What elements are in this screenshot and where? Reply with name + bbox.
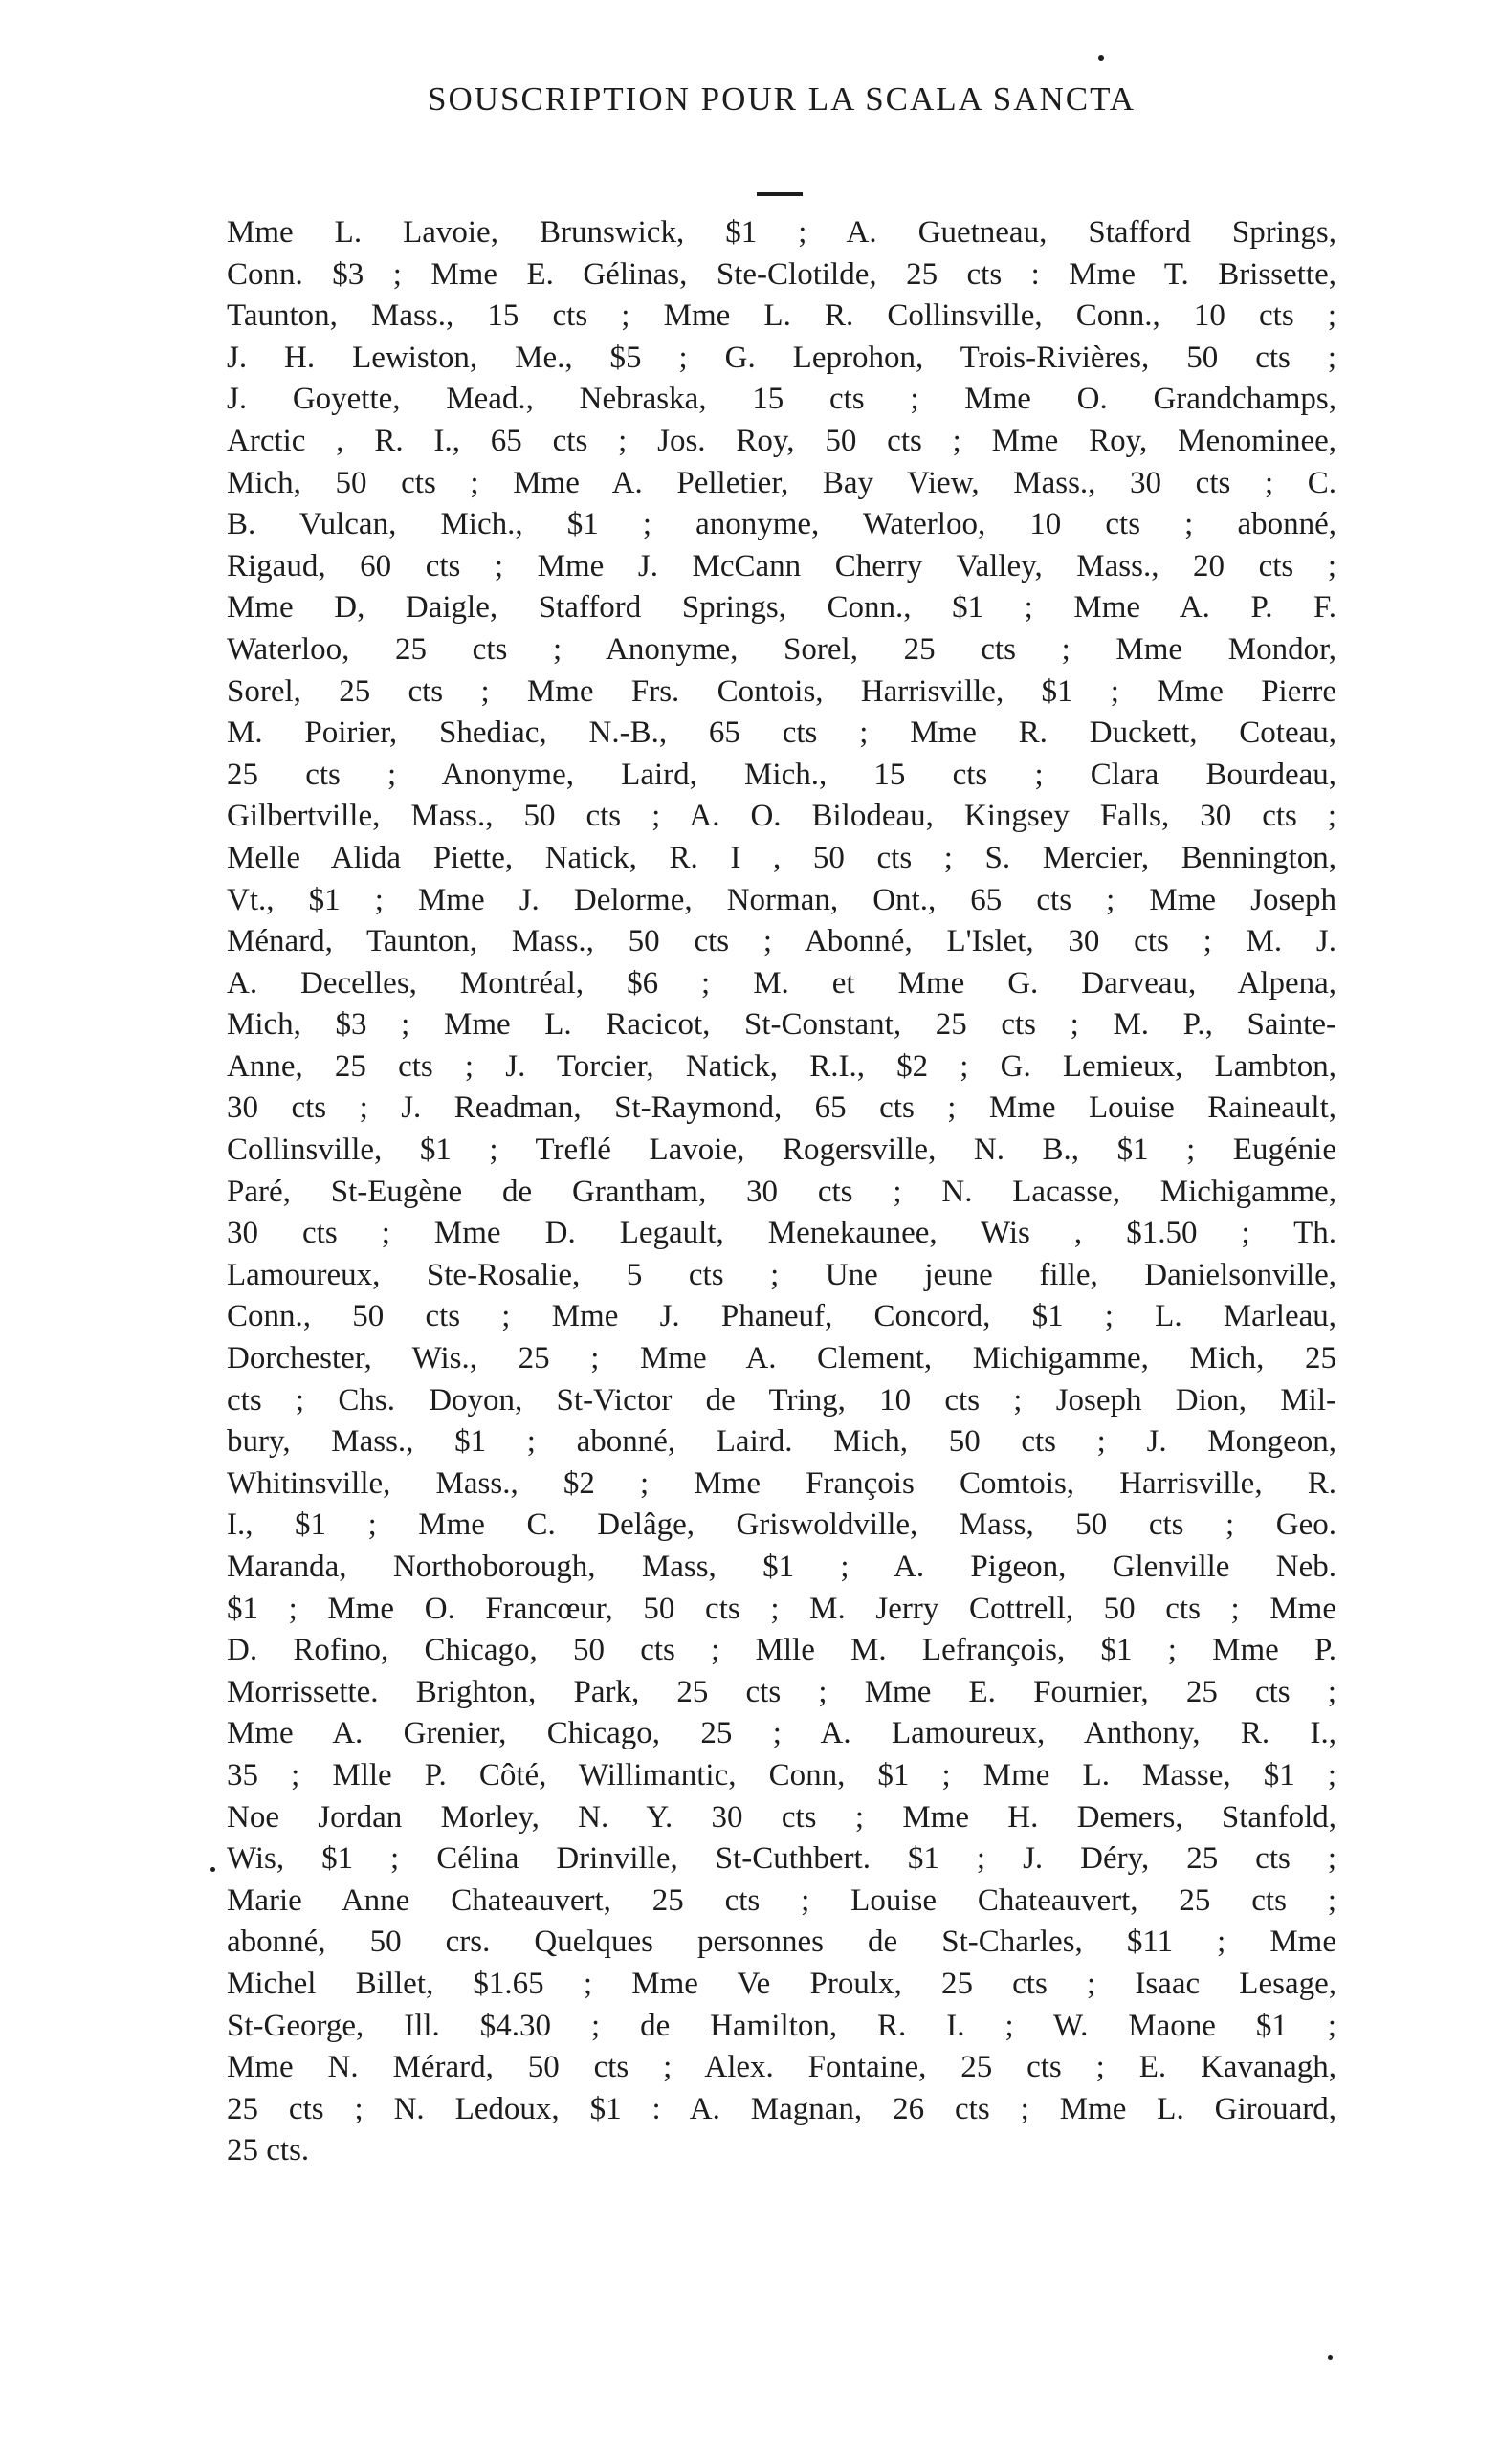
print-speck — [210, 1867, 215, 1872]
text-line: Arctic , R. I., 65 cts ; Jos. Roy, 50 cts ; Mme Roy, Menominee, — [227, 423, 1336, 458]
text-line: Conn. $3 ; Mme E. Gélinas, Ste-Clotilde, 25 cts : Mme T. Brissette, — [227, 256, 1336, 292]
text-line: Mme D, Daigle, Stafford Springs, Conn., $1 ; Mme A. P. F. — [227, 590, 1336, 626]
text-line: Mme L. Lavoie, Brunswick, $1 ; A. Guetneau, Stafford Springs, — [227, 215, 1336, 250]
text-line: Sorel, 25 cts ; Mme Frs. Contois, Harrisville, $1 ; Mme Pierre — [227, 673, 1336, 709]
text-line: Marie Anne Chateauvert, 25 cts ; Louise Chateauvert, 25 cts ; — [227, 1882, 1336, 1918]
text-line: Paré, St-Eugène de Grantham, 30 cts ; N. Lacasse, Michigamme, — [227, 1174, 1336, 1209]
text-line: D. Rofino, Chicago, 50 cts ; Mlle M. Lefrançois, $1 ; Mme P. — [227, 1633, 1336, 1668]
text-line: A. Decelles, Montréal, $6 ; M. et Mme G. Darveau, Alpena, — [227, 965, 1336, 1001]
text-line: Lamoureux, Ste-Rosalie, 5 cts ; Une jeune fille, Danielsonville, — [227, 1257, 1336, 1292]
text-line: Dorchester, Wis., 25 ; Mme A. Clement, Michigamme, Mich, 25 — [227, 1341, 1336, 1376]
text-line: Anne, 25 cts ; J. Torcier, Natick, R.I., $2 ; G. Lemieux, Lambton, — [227, 1048, 1336, 1084]
text-line: M. Poirier, Shediac, N.-B., 65 cts ; Mme R. Duckett, Coteau, — [227, 715, 1336, 751]
text-line: J. Goyette, Mead., Nebraska, 15 cts ; Mme O. Grandchamps, — [227, 382, 1336, 417]
text-line: $1 ; Mme O. Francœur, 50 cts ; M. Jerry Cottrell, 50 cts ; Mme — [227, 1591, 1336, 1626]
text-line: cts ; Chs. Doyon, St-Victor de Tring, 10 cts ; Joseph Dion, Mil- — [227, 1382, 1336, 1418]
text-line: St-George, Ill. $4.30 ; de Hamilton, R. I. ; W. Maone $1 ; — [227, 2008, 1336, 2043]
text-line: Mme A. Grenier, Chicago, 25 ; A. Lamoureux, Anthony, R. I., — [227, 1716, 1336, 1751]
text-line: Taunton, Mass., 15 cts ; Mme L. R. Collinsville, Conn., 10 cts ; — [227, 298, 1336, 334]
text-line: I., $1 ; Mme C. Delâge, Griswoldville, Mass, 50 cts ; Geo. — [227, 1507, 1336, 1543]
text-line: Gilbertville, Mass., 50 cts ; A. O. Bilodeau, Kingsey Falls, 30 cts ; — [227, 799, 1336, 834]
text-line: 30 cts ; J. Readman, St-Raymond, 65 cts ; Mme Louise Raineault, — [227, 1090, 1336, 1126]
text-line: abonné, 50 crs. Quelques personnes de St-Charles, $11 ; Mme — [227, 1925, 1336, 1960]
text-line: Ménard, Taunton, Mass., 50 cts ; Abonné, L'Islet, 30 cts ; M. J. — [227, 924, 1336, 959]
subscription-list — [227, 212, 1336, 2172]
text-line: Waterloo, 25 cts ; Anonyme, Sorel, 25 cts ; Mme Mondor, — [227, 631, 1336, 667]
print-speck — [1098, 55, 1104, 61]
text-line: Melle Alida Piette, Natick, R. I , 50 cts ; S. Mercier, Bennington, — [227, 840, 1336, 875]
text-line: B. Vulcan, Mich., $1 ; anonyme, Waterloo, 10 cts ; abonné, — [227, 507, 1336, 542]
text-line: J. H. Lewiston, Me., $5 ; G. Leprohon, Trois-Rivières, 50 cts ; — [227, 340, 1336, 375]
text-line: bury, Mass., $1 ; abonné, Laird. Mich, 50 cts ; J. Mongeon, — [227, 1424, 1336, 1460]
text-line: 25 cts ; N. Ledoux, $1 : A. Magnan, 26 cts ; Mme L. Girouard, — [227, 2091, 1336, 2126]
text-line: Collinsville, $1 ; Treflé Lavoie, Rogersville, N. B., $1 ; Eugénie — [227, 1133, 1336, 1168]
text-line: Morrissette. Brighton, Park, 25 cts ; Mme E. Fournier, 25 cts ; — [227, 1674, 1336, 1709]
text-line: 25 cts. — [227, 2133, 310, 2168]
print-speck — [1328, 2355, 1333, 2360]
text-line: Mich, $3 ; Mme L. Racicot, St-Constant, 25 cts ; M. P., Sainte- — [227, 1007, 1336, 1043]
text-line: 30 cts ; Mme D. Legault, Menekaunee, Wis , $1.50 ; Th. — [227, 1216, 1336, 1251]
title-rule — [757, 192, 803, 196]
text-line: 35 ; Mlle P. Côté, Willimantic, Conn, $1 ; Mme L. Masse, $1 ; — [227, 1757, 1336, 1793]
page-title: SOUSCRIPTION POUR LA SCALA SANCTA — [428, 80, 1136, 118]
text-line: 25 cts ; Anonyme, Laird, Mich., 15 cts ; Clara Bourdeau, — [227, 757, 1336, 792]
text-line: Conn., 50 cts ; Mme J. Phaneuf, Concord, $1 ; L. Marleau, — [227, 1299, 1336, 1334]
text-line: Michel Billet, $1.65 ; Mme Ve Proulx, 25 cts ; Isaac Lesage, — [227, 1966, 1336, 2001]
text-line: Mme N. Mérard, 50 cts ; Alex. Fontaine, 25 cts ; E. Kavanagh, — [227, 2050, 1336, 2085]
text-line: Wis, $1 ; Célina Drinville, St-Cuthbert. $1 ; J. Déry, 25 cts ; — [227, 1841, 1336, 1877]
text-line: Noe Jordan Morley, N. Y. 30 cts ; Mme H. Demers, Stanfold, — [227, 1799, 1336, 1835]
text-line: Rigaud, 60 cts ; Mme J. McCann Cherry Valley, Mass., 20 cts ; — [227, 548, 1336, 583]
text-line: Mich, 50 cts ; Mme A. Pelletier, Bay View, Mass., 30 cts ; C. — [227, 465, 1336, 500]
text-line: Whitinsville, Mass., $2 ; Mme François Comtois, Harrisville, R. — [227, 1465, 1336, 1501]
text-line: Vt., $1 ; Mme J. Delorme, Norman, Ont., 65 cts ; Mme Joseph — [227, 882, 1336, 917]
text-line: Maranda, Northoborough, Mass, $1 ; A. Pigeon, Glenville Neb. — [227, 1550, 1336, 1584]
